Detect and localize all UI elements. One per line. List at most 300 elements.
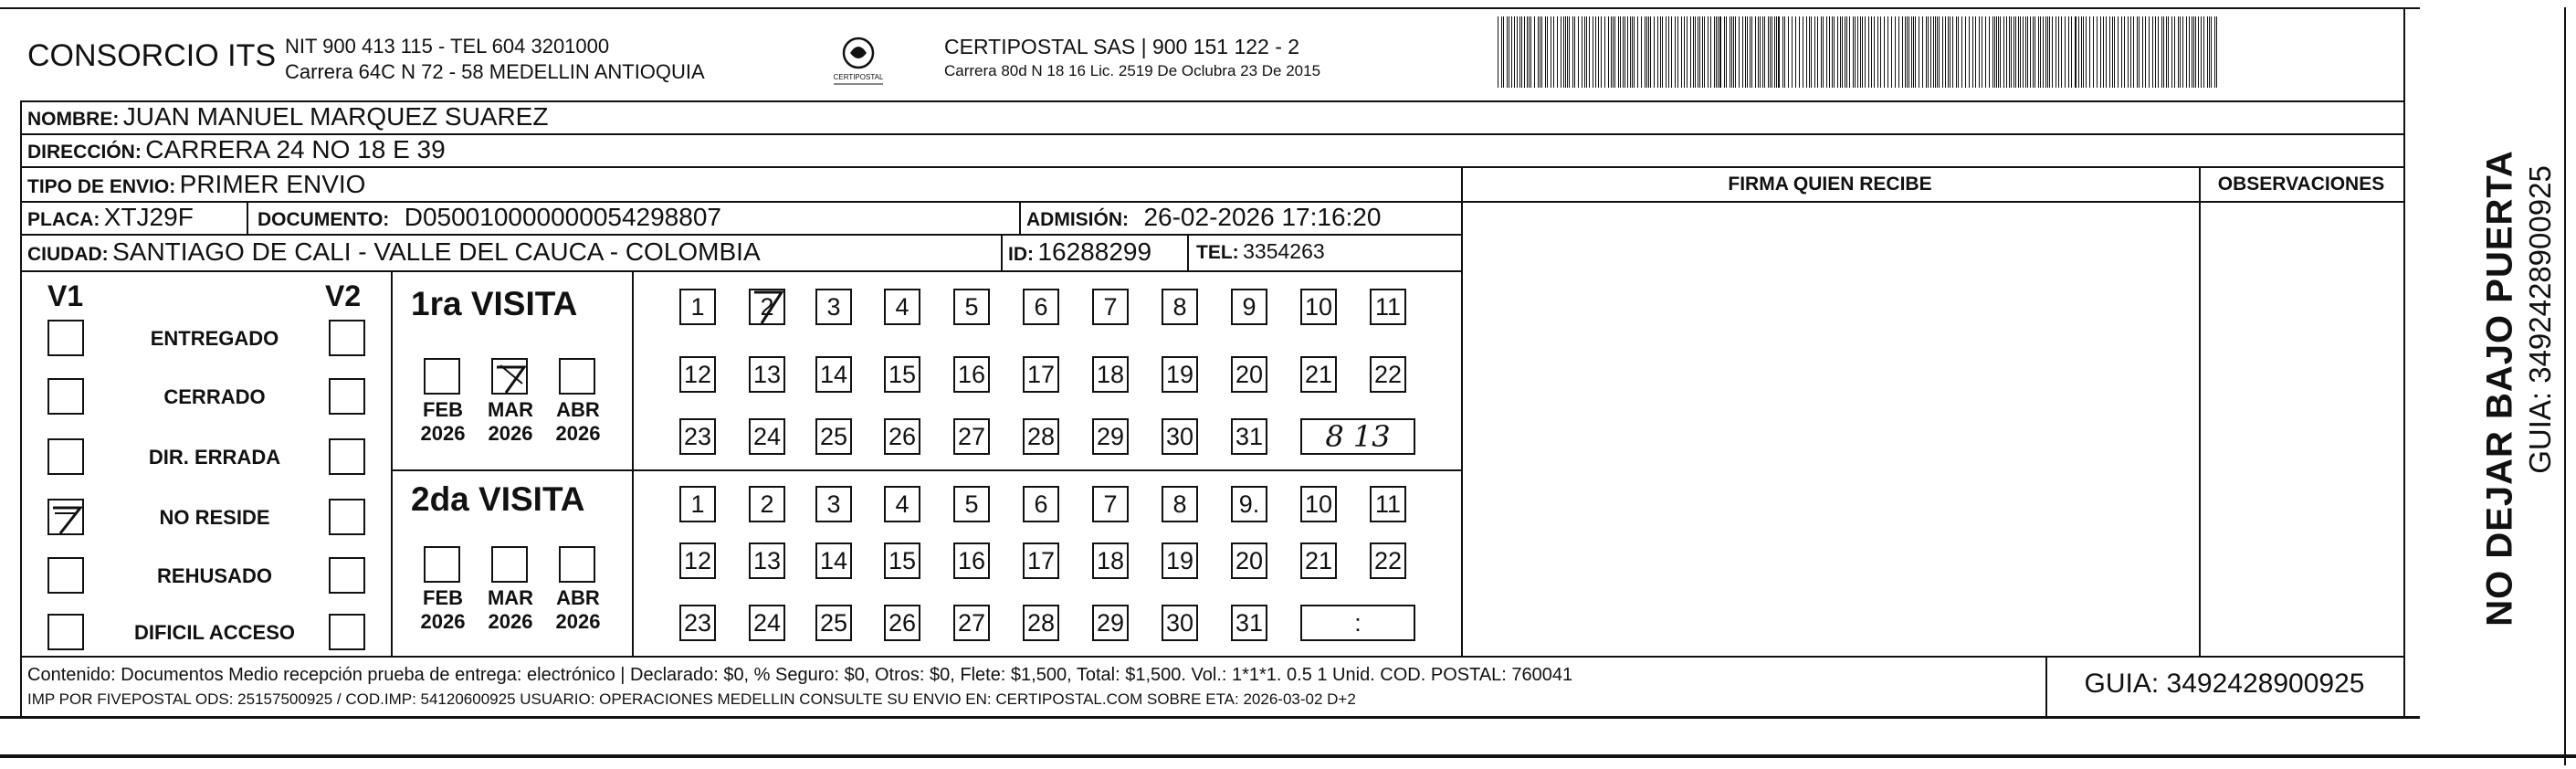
v2-checkbox[interactable] bbox=[329, 378, 365, 415]
day-box[interactable] bbox=[1231, 356, 1267, 393]
barcode-bar bbox=[1632, 16, 1633, 88]
barcode-bar bbox=[1618, 16, 1619, 88]
day-number: 13 bbox=[752, 546, 782, 574]
barcode-bar bbox=[2020, 16, 2021, 88]
barcode-bar bbox=[2171, 16, 2172, 88]
day-box[interactable] bbox=[953, 486, 990, 522]
rule-visit-split bbox=[391, 469, 1461, 471]
status-label: DIFICIL ACCESO bbox=[133, 621, 295, 644]
barcode-bar bbox=[2081, 16, 2082, 88]
barcode-bar bbox=[1675, 16, 1676, 88]
day-number: 5 bbox=[964, 490, 979, 518]
barcode-bar bbox=[1832, 16, 1833, 88]
barcode-bar bbox=[1646, 16, 1647, 88]
day-number: 14 bbox=[819, 360, 848, 388]
day-box[interactable] bbox=[1092, 289, 1129, 325]
barcode-bar bbox=[1884, 16, 1885, 88]
barcode bbox=[1498, 16, 2219, 88]
barcode-bar bbox=[1739, 16, 1740, 88]
sender-address: Carrera 64C N 72 - 58 MEDELLIN ANTIOQUIA bbox=[285, 60, 705, 83]
v1-checkbox[interactable] bbox=[47, 614, 84, 650]
day-box[interactable] bbox=[679, 289, 716, 325]
barcode-bar bbox=[2043, 16, 2044, 88]
barcode-bar bbox=[1589, 16, 1590, 88]
day-box[interactable] bbox=[1092, 356, 1129, 393]
day-box[interactable] bbox=[884, 289, 920, 325]
day-box[interactable] bbox=[1370, 289, 1406, 325]
day-box[interactable] bbox=[1300, 289, 1337, 325]
barcode-bar bbox=[2198, 16, 2199, 88]
day-number: 29 bbox=[1096, 608, 1125, 637]
bottom-border bbox=[0, 716, 2420, 719]
barcode-bar bbox=[1853, 16, 1854, 88]
signature-header: FIRMA QUIEN RECIBE bbox=[1728, 174, 1932, 195]
month-year: 2026 bbox=[420, 610, 466, 633]
day-box[interactable] bbox=[1162, 605, 1198, 641]
barcode-bar bbox=[2161, 16, 2162, 88]
day-box[interactable] bbox=[679, 486, 716, 522]
day-box[interactable] bbox=[953, 605, 990, 641]
barcode-bar bbox=[1630, 16, 1631, 88]
barcode-bar bbox=[1684, 16, 1685, 88]
day-box[interactable] bbox=[884, 486, 920, 522]
day-number: 21 bbox=[1304, 360, 1333, 388]
barcode-bar bbox=[2065, 16, 2066, 88]
address-value: CARRERA 24 NO 18 E 39 bbox=[145, 135, 446, 163]
status-label: ENTREGADO bbox=[150, 327, 279, 350]
barcode-bar bbox=[1762, 16, 1763, 88]
barcode-bar bbox=[1668, 16, 1669, 88]
day-box[interactable] bbox=[679, 356, 716, 393]
barcode-bar bbox=[2216, 16, 2217, 88]
day-box[interactable] bbox=[1300, 356, 1337, 393]
barcode-bar bbox=[2180, 16, 2181, 88]
day-box[interactable] bbox=[1023, 289, 1059, 325]
barcode-bar bbox=[1641, 16, 1642, 88]
barcode-bar bbox=[1731, 16, 1732, 88]
barcode-bar bbox=[1529, 16, 1530, 88]
barcode-bar bbox=[1768, 16, 1769, 88]
status-label: DIR. ERRADA bbox=[148, 446, 281, 469]
month-label bbox=[546, 398, 610, 446]
barcode-bar bbox=[2133, 16, 2134, 88]
barcode-bar bbox=[1911, 16, 1912, 88]
barcode-bar bbox=[1764, 16, 1765, 88]
barcode-bar bbox=[1784, 16, 1785, 88]
barcode-bar bbox=[1952, 16, 1953, 88]
barcode-bar bbox=[2174, 16, 2175, 88]
day-box[interactable] bbox=[749, 356, 785, 393]
barcode-bar bbox=[2040, 16, 2041, 88]
side-warning: NO DEJAR BAJO PUERTA bbox=[2479, 150, 2520, 627]
day-box[interactable] bbox=[1162, 356, 1198, 393]
day-box[interactable] bbox=[1092, 418, 1129, 455]
carrier-logo-icon bbox=[826, 33, 890, 97]
barcode-bar bbox=[1760, 16, 1761, 88]
status-label: REHUSADO bbox=[157, 564, 272, 587]
time-box[interactable] bbox=[1300, 605, 1415, 641]
day-box[interactable] bbox=[1370, 356, 1406, 393]
barcode-bar bbox=[1745, 16, 1746, 88]
day-box[interactable] bbox=[679, 543, 716, 579]
rule-tel-sep bbox=[1187, 234, 1189, 270]
v1-checkbox[interactable] bbox=[47, 320, 84, 356]
barcode-bar bbox=[1857, 16, 1858, 88]
barcode-bar bbox=[1956, 16, 1957, 88]
document-row bbox=[258, 203, 721, 232]
v2-label: V2 bbox=[325, 279, 362, 312]
rule-visit-left bbox=[632, 270, 634, 656]
barcode-bar bbox=[1915, 16, 1916, 88]
day-number: 11 bbox=[1374, 490, 1402, 518]
barcode-bar bbox=[1578, 16, 1579, 88]
day-box[interactable] bbox=[1092, 605, 1129, 641]
barcode-bar bbox=[1928, 16, 1929, 88]
v1-checkbox[interactable] bbox=[47, 378, 84, 415]
day-number: 9. bbox=[1238, 490, 1260, 518]
barcode-bar bbox=[2211, 16, 2212, 88]
month-label bbox=[546, 586, 610, 634]
barcode-bar bbox=[1823, 16, 1824, 88]
day-number: 26 bbox=[888, 608, 917, 637]
barcode-bar bbox=[1724, 16, 1725, 88]
day-box[interactable] bbox=[749, 605, 785, 641]
barcode-bar bbox=[1937, 16, 1938, 88]
day-box[interactable] bbox=[1023, 605, 1059, 641]
v2-checkbox[interactable] bbox=[329, 557, 365, 594]
address-label: DIRECCIÓN: bbox=[27, 142, 142, 163]
day-box[interactable] bbox=[1023, 356, 1059, 393]
barcode-bar bbox=[2166, 16, 2167, 88]
barcode-bar bbox=[2163, 16, 2164, 88]
barcode-bar bbox=[1972, 16, 1973, 88]
day-number: 21 bbox=[1304, 546, 1333, 574]
day-number: 19 bbox=[1165, 360, 1194, 388]
barcode-bar bbox=[2112, 16, 2113, 88]
day-box[interactable] bbox=[884, 605, 920, 641]
day-number: 19 bbox=[1165, 546, 1194, 574]
barcode-bar bbox=[2128, 16, 2129, 88]
day-box[interactable] bbox=[1370, 543, 1406, 579]
month-year: 2026 bbox=[420, 422, 466, 445]
day-box[interactable] bbox=[679, 605, 716, 641]
day-box[interactable] bbox=[1023, 486, 1059, 522]
day-box[interactable] bbox=[953, 418, 990, 455]
month-checkbox-abr[interactable] bbox=[559, 546, 595, 583]
day-number: 9 bbox=[1242, 292, 1256, 321]
day-number: 3 bbox=[826, 490, 841, 518]
barcode-bar bbox=[1994, 16, 1995, 88]
barcode-bar bbox=[2071, 16, 2072, 88]
barcode-bar bbox=[1922, 16, 1923, 88]
day-box[interactable] bbox=[1231, 605, 1267, 641]
barcode-bar bbox=[2049, 16, 2050, 88]
barcode-bar bbox=[1608, 16, 1609, 88]
barcode-bar bbox=[1902, 16, 1903, 88]
handwritten-time: 8 13 bbox=[1325, 419, 1391, 454]
city-value: SANTIAGO DE CALI - VALLE DEL CAUCA - COLOMBIA bbox=[112, 237, 761, 266]
day-box[interactable] bbox=[679, 418, 716, 455]
day-box[interactable] bbox=[815, 486, 852, 522]
barcode-bar bbox=[2086, 16, 2087, 88]
barcode-bar bbox=[2139, 16, 2140, 88]
day-box[interactable] bbox=[749, 289, 785, 325]
month-label bbox=[411, 398, 475, 446]
plate-value: XTJ29F bbox=[103, 203, 194, 231]
barcode-bar bbox=[2149, 16, 2150, 88]
barcode-bar bbox=[2097, 16, 2098, 88]
barcode-bar bbox=[2000, 16, 2001, 88]
day-number: 8 bbox=[1172, 490, 1187, 518]
barcode-bar bbox=[2100, 16, 2101, 88]
barcode-bar bbox=[1660, 16, 1661, 88]
day-box[interactable] bbox=[1162, 486, 1198, 522]
barcode-bar bbox=[2083, 16, 2084, 88]
barcode-bar bbox=[1907, 16, 1908, 88]
day-box[interactable] bbox=[884, 543, 920, 579]
rule-signature-left bbox=[1461, 166, 1463, 656]
time-placeholder: : bbox=[1354, 608, 1362, 637]
plate-label: PLACA: bbox=[27, 209, 100, 230]
barcode-bar bbox=[1503, 16, 1504, 88]
day-number: 31 bbox=[1235, 422, 1264, 450]
month-name: FEB bbox=[423, 398, 463, 421]
day-number: 1 bbox=[690, 490, 705, 518]
barcode-bar bbox=[1527, 16, 1528, 88]
barcode-bar bbox=[1623, 16, 1624, 88]
barcode-bar bbox=[1547, 16, 1548, 88]
barcode-bar bbox=[1666, 16, 1667, 88]
barcode-bar bbox=[2106, 16, 2107, 88]
month-name: ABR bbox=[556, 586, 600, 609]
day-box[interactable] bbox=[1370, 486, 1406, 522]
barcode-bar bbox=[1569, 16, 1570, 88]
barcode-bar bbox=[1620, 16, 1621, 88]
month-checkbox-feb[interactable] bbox=[424, 358, 460, 395]
day-number: 25 bbox=[819, 422, 848, 450]
barcode-bar bbox=[1799, 16, 1800, 88]
v2-checkbox[interactable] bbox=[329, 320, 365, 356]
v1-checkbox[interactable] bbox=[47, 499, 84, 535]
day-number: 15 bbox=[888, 546, 917, 574]
barcode-bar bbox=[1501, 16, 1502, 88]
month-name: MAR bbox=[487, 398, 534, 421]
barcode-bar bbox=[1742, 16, 1743, 88]
id-label: ID: bbox=[1008, 244, 1034, 265]
barcode-bar bbox=[1716, 16, 1717, 88]
v2-checkbox[interactable] bbox=[329, 499, 365, 535]
day-number: 7 bbox=[1103, 292, 1118, 321]
day-box[interactable] bbox=[815, 418, 852, 455]
v2-checkbox[interactable] bbox=[329, 614, 365, 650]
barcode-bar bbox=[1726, 16, 1727, 88]
day-box[interactable] bbox=[1162, 418, 1198, 455]
barcode-bar bbox=[1624, 16, 1625, 88]
v1-checkbox[interactable] bbox=[47, 438, 84, 475]
day-box[interactable] bbox=[815, 356, 852, 393]
barcode-bar bbox=[1770, 16, 1771, 88]
day-box[interactable] bbox=[749, 543, 785, 579]
v1-checkbox[interactable] bbox=[47, 557, 84, 594]
barcode-bar bbox=[1948, 16, 1949, 88]
month-year: 2026 bbox=[555, 610, 601, 633]
barcode-bar bbox=[2038, 16, 2039, 88]
time-box[interactable] bbox=[1300, 418, 1415, 455]
tel-value: 3354263 bbox=[1243, 239, 1325, 263]
day-number: 3 bbox=[826, 292, 841, 321]
day-box[interactable] bbox=[815, 605, 852, 641]
day-number: 8 bbox=[1172, 292, 1187, 321]
day-box[interactable] bbox=[1092, 543, 1129, 579]
day-number: 18 bbox=[1096, 360, 1125, 388]
barcode-bar bbox=[1586, 16, 1587, 88]
sender-nit: NIT 900 413 115 - TEL 604 3201000 bbox=[285, 35, 610, 58]
barcode-bar bbox=[1693, 16, 1694, 88]
barcode-bar bbox=[2015, 16, 2016, 88]
barcode-bar bbox=[1650, 16, 1651, 88]
day-number: 28 bbox=[1026, 422, 1056, 450]
month-checkbox-abr[interactable] bbox=[559, 358, 595, 395]
barcode-bar bbox=[1565, 16, 1566, 88]
day-box[interactable] bbox=[1231, 543, 1267, 579]
barcode-bar bbox=[1862, 16, 1863, 88]
day-number: 6 bbox=[1034, 490, 1048, 518]
barcode-bar bbox=[1572, 16, 1573, 88]
barcode-bar bbox=[2114, 16, 2115, 88]
barcode-bar bbox=[1846, 16, 1847, 88]
barcode-bar bbox=[1834, 16, 1835, 88]
barcode-bar bbox=[1563, 16, 1564, 88]
barcode-bar bbox=[1905, 16, 1906, 88]
barcode-bar bbox=[1829, 16, 1830, 88]
day-box[interactable] bbox=[953, 356, 990, 393]
day-number: 27 bbox=[957, 608, 986, 637]
barcode-bar bbox=[1806, 16, 1807, 88]
barcode-bar bbox=[1788, 16, 1789, 88]
barcode-bar bbox=[1695, 16, 1696, 88]
barcode-bar bbox=[1992, 16, 1993, 88]
day-number: 15 bbox=[888, 360, 917, 388]
barcode-bar bbox=[1817, 16, 1818, 88]
v2-checkbox[interactable] bbox=[329, 438, 365, 475]
day-box[interactable] bbox=[1231, 486, 1267, 522]
barcode-bar bbox=[2009, 16, 2010, 88]
day-box[interactable] bbox=[884, 356, 920, 393]
barcode-bar bbox=[2003, 16, 2004, 88]
barcode-bar bbox=[1926, 16, 1927, 88]
rule-plate-sep bbox=[247, 201, 248, 234]
barcode-bar bbox=[2168, 16, 2169, 88]
barcode-bar bbox=[2013, 16, 2014, 88]
barcode-bar bbox=[2075, 16, 2077, 88]
barcode-bar bbox=[2186, 16, 2187, 88]
id-row bbox=[1008, 237, 1151, 267]
page-edge bbox=[0, 754, 2576, 758]
barcode-bar bbox=[1755, 16, 1756, 88]
day-number: 26 bbox=[888, 422, 917, 450]
barcode-bar bbox=[2045, 16, 2046, 88]
barcode-bar bbox=[1792, 16, 1793, 88]
rule-status-right bbox=[391, 270, 393, 656]
name-value: JUAN MANUEL MARQUEZ SUAREZ bbox=[122, 102, 549, 131]
barcode-bar bbox=[1604, 16, 1605, 88]
day-number: 6 bbox=[1034, 292, 1048, 321]
day-box[interactable] bbox=[1300, 486, 1337, 522]
barcode-bar bbox=[1613, 16, 1614, 88]
barcode-bar bbox=[1868, 16, 1869, 88]
barcode-bar bbox=[2033, 16, 2034, 88]
barcode-bar bbox=[1719, 16, 1721, 88]
barcode-bar bbox=[2145, 16, 2146, 88]
day-box[interactable] bbox=[1231, 289, 1267, 325]
admission-value: 26-02-2026 17:16:20 bbox=[1143, 203, 1382, 231]
day-number: 4 bbox=[895, 292, 909, 321]
barcode-bar bbox=[2214, 16, 2215, 88]
day-box[interactable] bbox=[1092, 486, 1129, 522]
day-box[interactable] bbox=[1300, 543, 1337, 579]
month-checkbox-mar[interactable] bbox=[491, 358, 528, 395]
barcode-bar bbox=[2058, 16, 2059, 88]
day-number: 12 bbox=[683, 546, 712, 574]
barcode-bar bbox=[1809, 16, 1810, 88]
barcode-bar bbox=[2155, 16, 2156, 88]
barcode-bar bbox=[1671, 16, 1672, 88]
barcode-bar bbox=[1634, 16, 1635, 88]
day-number: 7 bbox=[1103, 490, 1118, 518]
day-number: 10 bbox=[1304, 490, 1333, 518]
day-number: 2 bbox=[760, 292, 774, 321]
day-box[interactable] bbox=[1162, 289, 1198, 325]
day-box[interactable] bbox=[815, 289, 852, 325]
barcode-bar bbox=[1541, 16, 1542, 88]
day-box[interactable] bbox=[749, 418, 785, 455]
day-number: 16 bbox=[957, 546, 986, 574]
barcode-bar bbox=[1855, 16, 1856, 88]
barcode-bar bbox=[2203, 16, 2204, 88]
barcode-bar bbox=[1507, 16, 1508, 88]
month-checkbox-feb[interactable] bbox=[424, 546, 460, 583]
barcode-bar bbox=[2209, 16, 2210, 88]
day-box[interactable] bbox=[953, 289, 990, 325]
day-number: 14 bbox=[819, 546, 848, 574]
day-number: 24 bbox=[752, 608, 782, 637]
day-box[interactable] bbox=[1162, 543, 1198, 579]
barcode-bar bbox=[1567, 16, 1568, 88]
month-label bbox=[411, 586, 475, 634]
barcode-bar bbox=[1887, 16, 1888, 88]
day-number: 25 bbox=[819, 608, 848, 637]
day-box[interactable] bbox=[953, 543, 990, 579]
day-box[interactable] bbox=[1231, 418, 1267, 455]
document-value: D050010000000054298807 bbox=[404, 203, 721, 231]
month-checkbox-mar[interactable] bbox=[491, 546, 528, 583]
barcode-bar bbox=[2152, 16, 2153, 88]
day-box[interactable] bbox=[884, 418, 920, 455]
day-box[interactable] bbox=[815, 543, 852, 579]
barcode-bar bbox=[1877, 16, 1878, 88]
barcode-bar bbox=[1998, 16, 1999, 88]
day-number: 17 bbox=[1026, 546, 1056, 574]
barcode-bar bbox=[2195, 16, 2196, 88]
barcode-bar bbox=[1511, 16, 1512, 88]
day-box[interactable] bbox=[1023, 543, 1059, 579]
barcode-bar bbox=[1776, 16, 1777, 88]
day-box[interactable] bbox=[749, 486, 785, 522]
barcode-bar bbox=[1735, 16, 1736, 88]
barcode-bar bbox=[1945, 16, 1946, 88]
day-box[interactable] bbox=[1023, 418, 1059, 455]
barcode-bar bbox=[1710, 16, 1711, 88]
